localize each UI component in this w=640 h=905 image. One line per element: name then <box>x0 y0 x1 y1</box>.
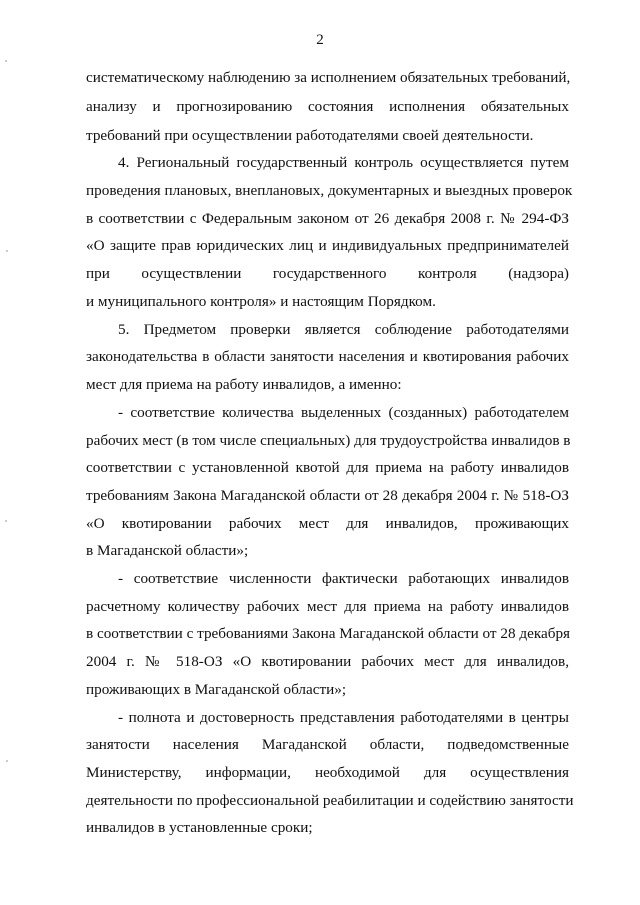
text-line: и муниципального контроля» и настоящим Порядком. <box>86 293 436 310</box>
text-line: расчетному количеству рабочих мест для приема на работу инвалидов <box>86 598 569 615</box>
text-line: в соответствии с Федеральным законом от 26 декабря 2008 г. № 294-ФЗ <box>86 210 569 227</box>
text-line: инвалидов в установленные сроки; <box>86 819 313 836</box>
text-line: 4. Региональный государственный контроль осуществляется путем <box>118 154 569 171</box>
text-line: соответствии с установленной квотой для приема на работу инвалидов <box>86 459 569 476</box>
scan-artifact <box>5 520 7 522</box>
text-line: законодательства в области занятости населения и квотирования рабочих <box>86 348 569 365</box>
text-line: при осуществлении государственного контроля (надзора) <box>86 265 569 282</box>
scan-artifact <box>6 760 8 762</box>
text-line: рабочих мест (в том числе специальных) для трудоустройства инвалидов в <box>86 432 571 449</box>
text-line: в Магаданской области»; <box>86 542 249 559</box>
scan-artifact <box>6 250 8 252</box>
text-line: Министерству, информации, необходимой для осуществления <box>86 764 569 781</box>
text-line: - соответствие количества выделенных (созданных) работодателем <box>118 404 569 421</box>
text-line: 5. Предметом проверки является соблюдение работодателями <box>118 321 569 338</box>
text-line: систематическому наблюдению за исполнением обязательных требований, <box>86 69 571 86</box>
page-number: 2 <box>316 32 324 48</box>
text-line: проживающих в Магаданской области»; <box>86 681 347 698</box>
text-line: занятости населения Магаданской области, подведомственные <box>86 736 569 753</box>
text-line: 2004 г. № 518-ОЗ «О квотировании рабочих мест для инвалидов, <box>86 653 569 670</box>
text-line: требованиям Закона Магаданской области от 28 декабря 2004 г. № 518-ОЗ <box>86 487 569 504</box>
text-line: проведения плановых, внеплановых, документарных и выездных проверок <box>86 182 573 199</box>
text-line: в соответствии с требованиями Закона Магаданской области от 28 декабря <box>86 625 571 642</box>
scan-artifact <box>5 60 7 62</box>
text-line: требований при осуществлении работодателями своей деятельности. <box>86 127 534 144</box>
text-line: мест для приема на работу инвалидов, а именно: <box>86 376 402 393</box>
text-line: «О квотировании рабочих мест для инвалидов, проживающих <box>86 515 569 532</box>
text-line: анализу и прогнозированию состояния исполнения обязательных <box>86 98 569 115</box>
text-line: - полнота и достоверность представления работодателями в центры <box>118 709 569 726</box>
text-line: «О защите прав юридических лиц и индивидуальных предпринимателей <box>86 237 569 254</box>
text-line: - соответствие численности фактически работающих инвалидов <box>118 570 569 587</box>
text-line: деятельности по профессиональной реабилитации и содействию занятости <box>86 792 574 809</box>
